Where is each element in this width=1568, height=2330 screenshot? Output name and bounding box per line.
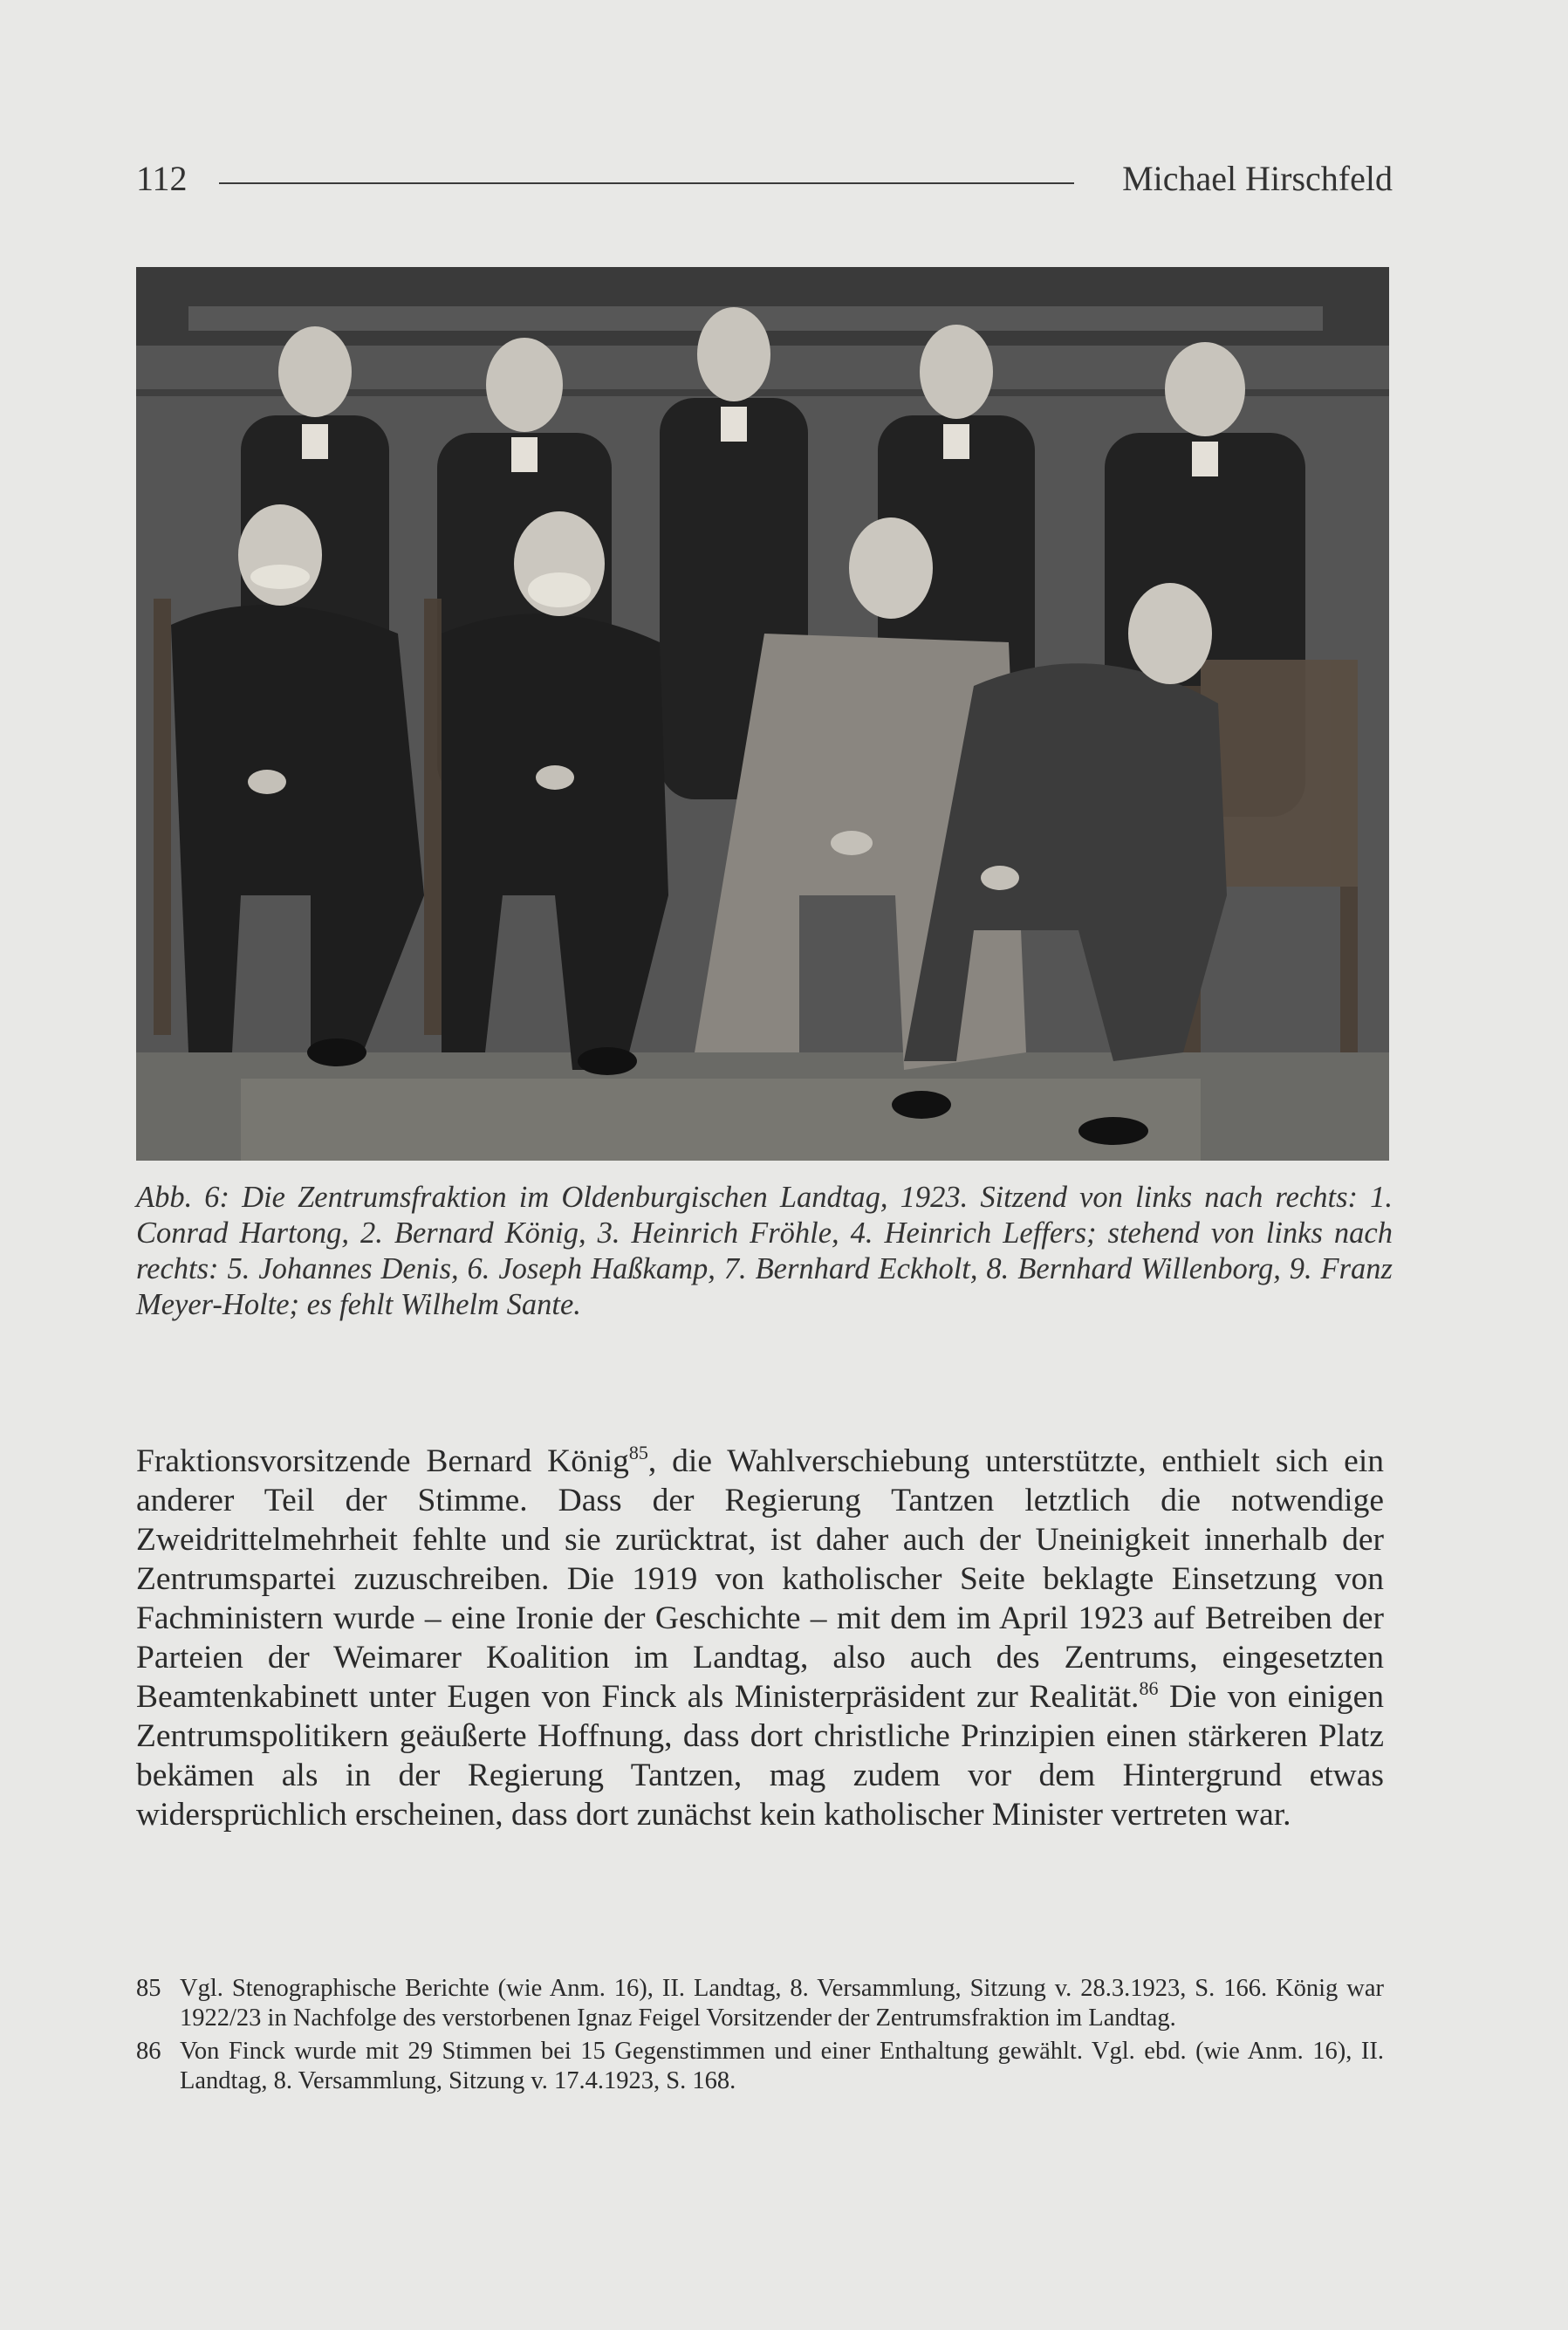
footnote-number: 85 (136, 1975, 161, 2002)
header-rule (219, 182, 1074, 184)
body-text-part-2: , die Wahlverschiebung unterstützte, enthielt sich ein anderer Teil der Stimme. Dass der Regierung Tantzen letztlich die notwendige Zweidrittelmehrheit fehlte und sie zurücktrat, ist daher auch der Uneinigkeit innerhalb der Zentrumspartei zuzuschreiben. Die 1919 von katholischer Seite beklagte Einsetzung von Fachministern wurde – eine Ironie der Geschichte – mit dem im April 1923 auf Betreiben der Parteien der Weimarer Koalition im Landtag, also auch des Zentrums, eingesetzten Beamtenkabinett unter Eugen von Finck als Ministerpräsident zur Realität. (136, 1443, 1384, 1715)
body-paragraph (136, 1442, 1384, 1834)
footnote-85 (136, 1974, 1384, 2033)
body-text-part-1: Fraktionsvorsitzende Bernard König (136, 1443, 629, 1479)
figure-caption: Abb. 6: Die Zentrumsfraktion im Oldenburgischen Landtag, 1923. Sitzend von links nach rechts: 1. Conrad Hartong, 2. Bernard König, 3. Heinrich Fröhle, 4. Heinrich Leffers; stehend von links nach rechts: 5. Johannes Denis, 6. Joseph Haßkamp, 7. Bernhard Eckholt, 8. Bernhard Willenborg, 9. Franz Meyer-Holte; es fehlt Wilhelm Sante. (136, 1181, 1393, 1321)
footnote-reference-86[interactable]: 86 (1139, 1677, 1159, 1699)
footnote-number: 86 (136, 2038, 161, 2065)
footnote-text: Vgl. Stenographische Berichte (wie Anm. 16), II. Landtag, 8. Versammlung, Sitzung v. 28.3.1923, S. 166. König war 1922/23 in Nachfolge des verstorbenen Ignaz Feigel Vorsitzender der Zentrumsfraktion im Landtag. (180, 1975, 1384, 2032)
footnote-reference-85[interactable]: 85 (628, 1442, 648, 1463)
running-head: Michael Hirschfeld (1122, 159, 1393, 198)
body-text-part-3: Die von einigen Zentrumspolitikern geäußerte Hoffnung, dass dort christliche Prinzipien einen stärkeren Platz bekämen als in der Regierung Tantzen, mag zudem vor dem Hintergrund etwas widersprüchlich erscheinen, dass dort zunächst kein katholischer Minister vertreten war. (136, 1679, 1384, 1833)
footnotes (136, 1974, 1384, 2100)
footnote-text: Von Finck wurde mit 29 Stimmen bei 15 Gegenstimmen und einer Enthaltung gewählt. Vgl. ebd. (wie Anm. 16), II. Landtag, 8. Versammlung, Sitzung v. 17.4.1923, S. 168. (180, 2038, 1384, 2094)
page-number: 112 (136, 159, 188, 198)
group-photograph (136, 267, 1389, 1161)
photograph-illustration (136, 267, 1389, 1161)
page-header (136, 157, 1393, 201)
footnote-86 (136, 2037, 1384, 2096)
